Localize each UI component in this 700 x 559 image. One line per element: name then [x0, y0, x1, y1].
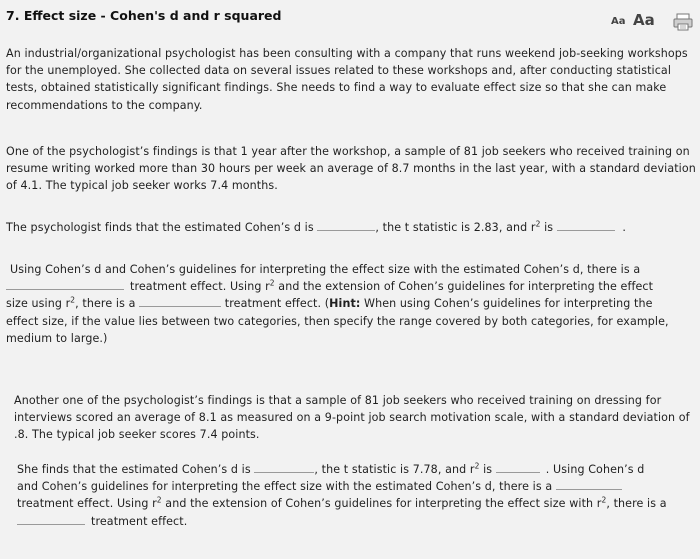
question-number: 7. [6, 8, 20, 23]
intro-paragraph: An industrial/organizational psychologist has been consulting with a company that runs weekend job-seeking workshops for the unemployed. She collected data on several issues related to these workshops and, after conducting statistical tests, obtained statistically significant findings. She needs to find a way to evaluate effect size so that she can make recommendations to the company. [6, 47, 688, 112]
question-title-text: Effect size - Cohen's d and r squared [23, 8, 282, 23]
font-size-increase-button[interactable]: Aa [633, 11, 655, 29]
question-title [6, 8, 281, 23]
cohens-d-answer-blank-2[interactable] [254, 461, 314, 473]
finding-one-paragraph: One of the psychologist’s findings is that 1 year after the workshop, a sample of 81 job seekers who received training on resume writing worked more than 30 hours per week an average of 8.7 months in the last year, with a standard deviation of 4.1. The typical job seeker works 7.4 months. [6, 145, 696, 193]
r-squared-interpretation-dropdown-2[interactable] [17, 513, 85, 525]
part-one-text-b: , the t statistic is 2.83, and r [375, 221, 536, 234]
part-one-period: . [622, 221, 627, 234]
r-squared-answer-blank-2[interactable] [496, 461, 540, 473]
hint-label: Hint: [329, 297, 361, 311]
part-one-text-a: The psychologist finds that the estimated Cohen’s d is [6, 221, 314, 234]
font-size-decrease-button[interactable]: Aa [611, 16, 626, 27]
part-two-line-1: Using Cohen’s d and Cohen’s guidelines for interpreting the effect size with the estimated Cohen’s d, there is a [10, 263, 641, 276]
finding-two-paragraph: Another one of the psychologist’s findings is that a sample of 81 job seekers who received training on dressing for interviews scored an average of 8.1 as measured on a 9-point job search motivation scale, with a standard deviation of .8. The typical job seeker scores 7.4 points. [14, 394, 690, 442]
printer-icon[interactable] [673, 13, 693, 35]
part-two-question: Using Cohen’s d and Cohen’s guidelines for interpreting the effect size with the estimated Cohen’s d, there is a treatment effect. Using $r^2$ and the extension of Cohen’s guidelines for interpreting the effect size using $r^2$, there is a treatment effect. (Hint: When using Cohen’s guidelines for interpreting the effect size, if the value lies between two categories, then specify the range covered by both categories, for example, medium to large.) [6, 261, 696, 347]
part-three-question: She finds that the estimated Cohen’s d is , the t statistic is 7.78, and $r^2$ is . Using Cohen’s d and Cohen’s guidelines for interpreting the effect size with the estimated Cohen’s d, there is a treatment effect. Using $r^2$ and the extension of Cohen’s guidelines for interpreting the effect size with $r^2$, there is a treatment effect. [17, 461, 667, 528]
r-squared-answer-blank-1[interactable] [557, 219, 615, 231]
cohens-d-interpretation-dropdown-1[interactable] [6, 278, 124, 290]
r-squared-interpretation-dropdown-1[interactable] [139, 295, 221, 307]
part-one-question: The psychologist finds that the estimated Cohen’s d is , the t statistic is 2.83, and $r^2$ is . [6, 219, 627, 234]
cohens-d-interpretation-dropdown-2[interactable] [556, 478, 622, 490]
cohens-d-answer-blank-1[interactable] [317, 219, 375, 231]
part-one-text-c: is [540, 221, 554, 234]
